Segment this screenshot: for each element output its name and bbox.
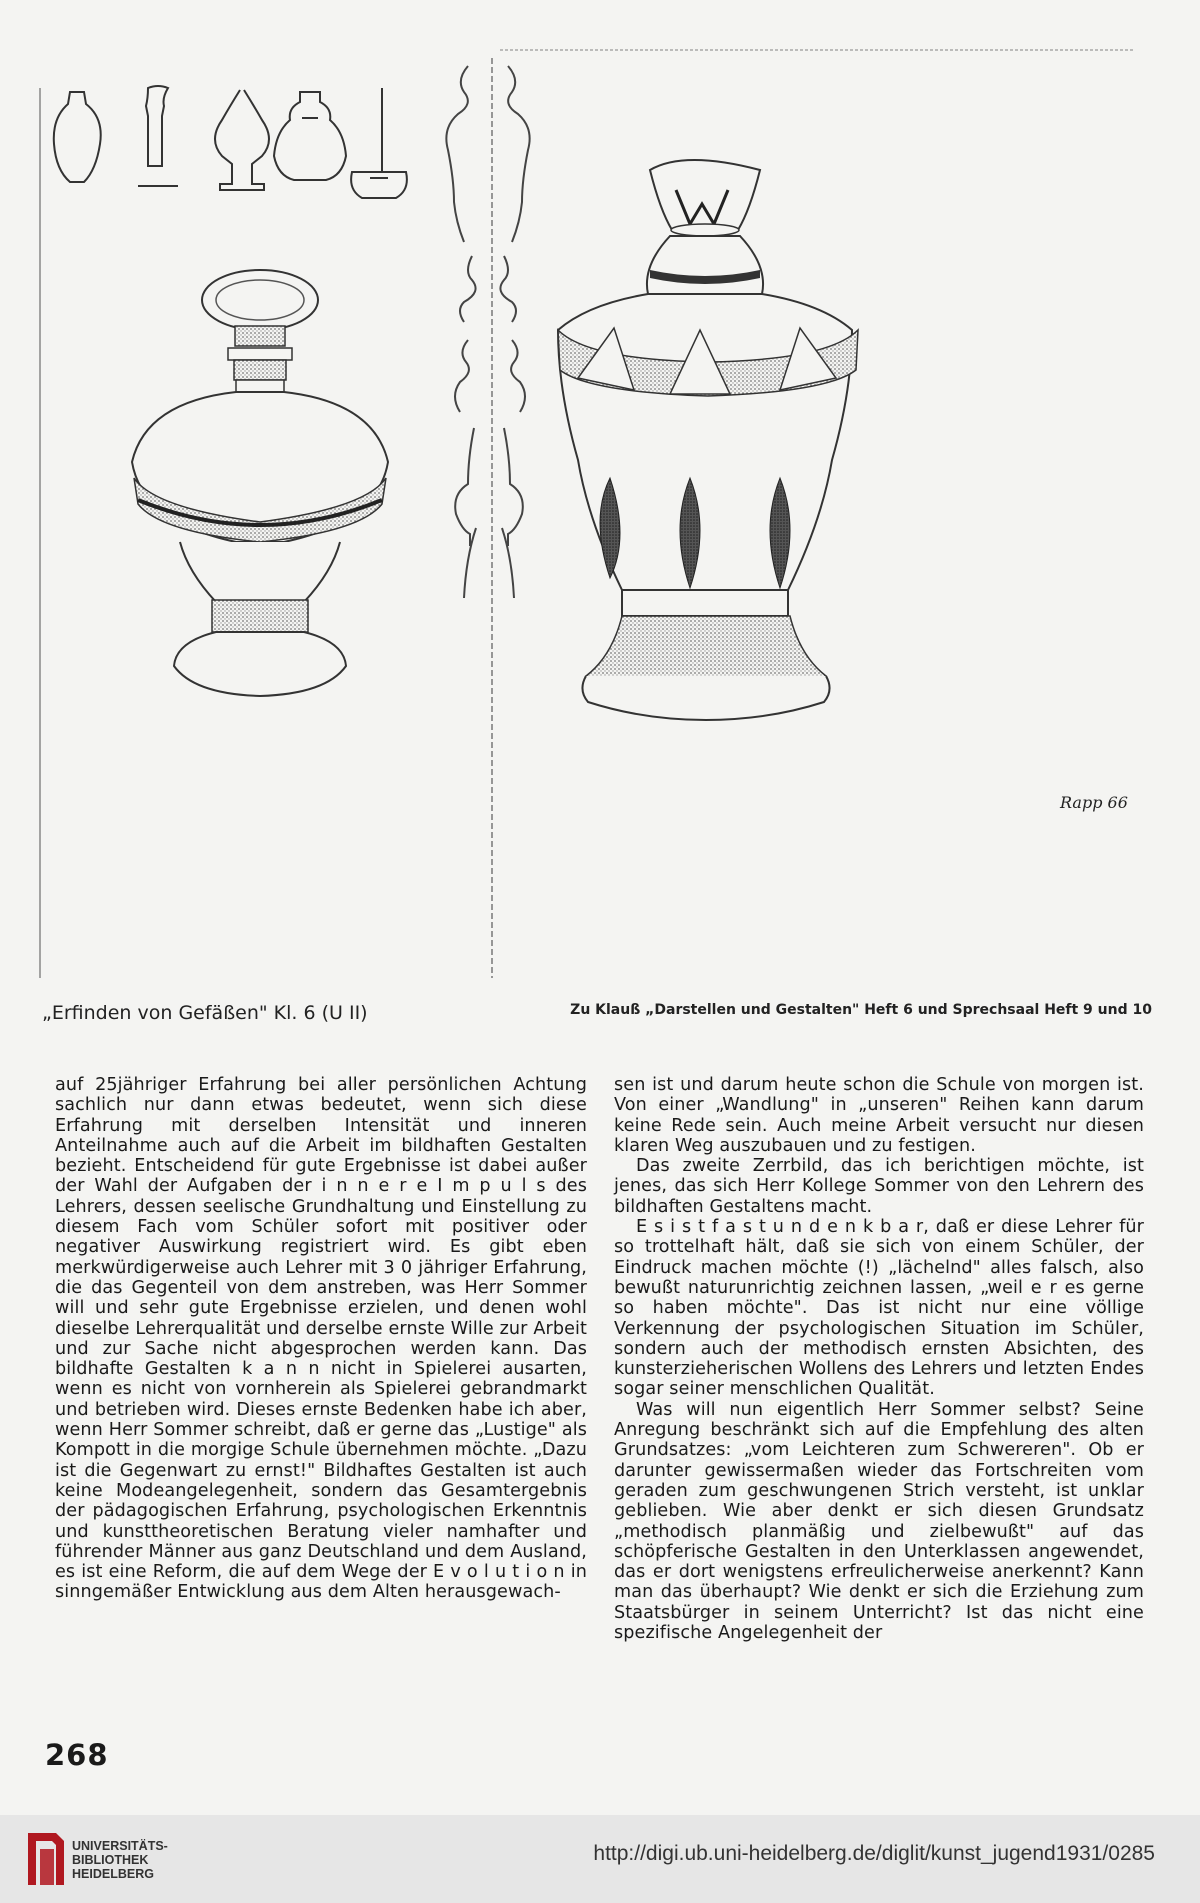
right-paragraph-4: Was will nun eigentlich Herr Sommer selbst? Seine Anregung beschränkt sich auf die Empfehlung des alten Grundsatzes: „vom Leichteren zum Schwereren". Ob er darunter gewissermaßen wieder das Fortschreiten vom geraden zum geschwungenen Strich versteht, ist unklar geblieben. Wie aber denkt er sich diesen Grundsatz „methodisch planmäßig und zielbewußt" auf das schöpferische Gestalten in den Unterklassen angewendet, das er dort wenigstens erfreulicherweise anerkennt? Kann man das überhaupt? Wie denkt er sich die Erziehung zum Staatsbürger in seinem Unterricht? Ist das nicht eine spezifische Angelegenheit der bbox=[614, 1399, 1144, 1644]
right-paragraph-3: E s i s t f a s t u n d e n k b a r, daß er diese Lehrer für so trottelhaft hält, daß sie sich von einem Schüler, der Eindruck machen möchte (!) „lächelnd" alles falsch, also bewußt naturunrichtig zeichnen lassen, „weil e r es gerne so haben möchte". Das ist nicht nur eine völlige Verkennung der psychologischen Situation im Schüler, sondern auch der methodisch ernsten Absichten, des kunsterzieherischen Wollens des Lehrers und letzten Endes sogar seiner menschlichen Qualität. bbox=[614, 1217, 1144, 1400]
left-vessel-drawing bbox=[132, 270, 388, 696]
figure-illustrations bbox=[30, 48, 1160, 988]
article-column-left bbox=[55, 1075, 587, 1603]
page-number: 268 bbox=[45, 1738, 109, 1772]
library-name bbox=[72, 1839, 168, 1881]
right-paragraph-1: sen ist und darum heute schon die Schule von morgen ist. Von einer „Wandlung" in „unseren" Reihen kann darum keine Rede sein. Auch meine Arbeit versucht nur diesen klaren Weg auszubauen und zu festigen. bbox=[614, 1075, 1144, 1156]
artist-signature: Rapp 66 bbox=[1060, 793, 1128, 812]
right-paragraph-2: Das zweite Zerrbild, das ich berichtigen möchte, ist jenes, das sich Herr Kollege Sommer von den Lehrern des bildhaften Gestaltens macht. bbox=[614, 1156, 1144, 1217]
vessel-drawings bbox=[30, 48, 1160, 988]
library-name-line2: BIBLIOTHEK bbox=[72, 1853, 149, 1867]
small-vessel-sketches bbox=[54, 86, 407, 198]
article-column-right bbox=[614, 1075, 1144, 1643]
right-vessel-drawing bbox=[558, 160, 1128, 812]
university-library-logo-icon bbox=[24, 1829, 68, 1889]
digital-library-url[interactable]: http://digi.ub.uni-heidelberg.de/diglit/kunst_jugend1931/0285 bbox=[593, 1842, 1155, 1865]
figure-caption-left: „Erfinden von Gefäßen" Kl. 6 (U II) bbox=[42, 1002, 368, 1024]
library-name-line3: HEIDELBERG bbox=[72, 1867, 154, 1881]
library-name-line1: UNIVERSITÄTS- bbox=[72, 1839, 168, 1853]
figure-caption-right: Zu Klauß „Darstellen und Gestalten" Heft 6 und Sprechsaal Heft 9 und 10 bbox=[570, 1002, 1152, 1018]
library-footer bbox=[0, 1815, 1200, 1903]
profile-sketches bbox=[446, 66, 529, 598]
left-paragraph-1: auf 25jähriger Erfahrung bei aller persönlichen Achtung sachlich nur dann etwas bedeutet, wenn sich diese Erfahrung mit derselben Intensität und inneren Anteilnahme auch auf die Arbeit im bildhaften Gestalten bezieht. Entscheidend für gute Ergebnisse ist dabei außer der Wahl der Aufgaben der i n n e r e I m p u l s des Lehrers, dessen seelische Grundhaltung und Einstellung zu diesem Fach vom Schüler sofort mit positiver oder negativer Auswirkung registriert wird. Es gibt eben merkwürdigerweise auch Lehrer mit 3 0 jähriger Erfahrung, die das Gegenteil von dem anstreben, was Herr Sommer will und sehr gute Ergebnisse erzielen, und denen wohl dieselbe Lehrerqualität und derselbe ernste Wille zur Arbeit und zur Sache nicht abgesprochen werden kann. Das bildhafte Gestalten k a n n nicht in Spielerei ausarten, wenn es nicht von vornherein als Spielerei gebrandmarkt und betrieben wird. Dieses ernste Bedenken habe ich aber, wenn Herr Sommer schreibt, daß er gerne das „Lustige" als Kompott in die morgige Schule übernehmen möchte. „Dazu ist die Gegenwart zu ernst!" Bildhaftes Gestalten ist auch keine Modeangelegenheit, sondern das Gesamtergebnis der pädagogischen Erfahrung, psychologischen Erkenntnis und kunsttheoretischen Beratung vieler namhafter und führender Männer aus ganz Deutschland und dem Ausland, es ist eine Reform, die auf dem Wege der E v o l u t i o n in sinngemäßer Entwicklung aus dem Alten herausgewach- bbox=[55, 1075, 587, 1603]
